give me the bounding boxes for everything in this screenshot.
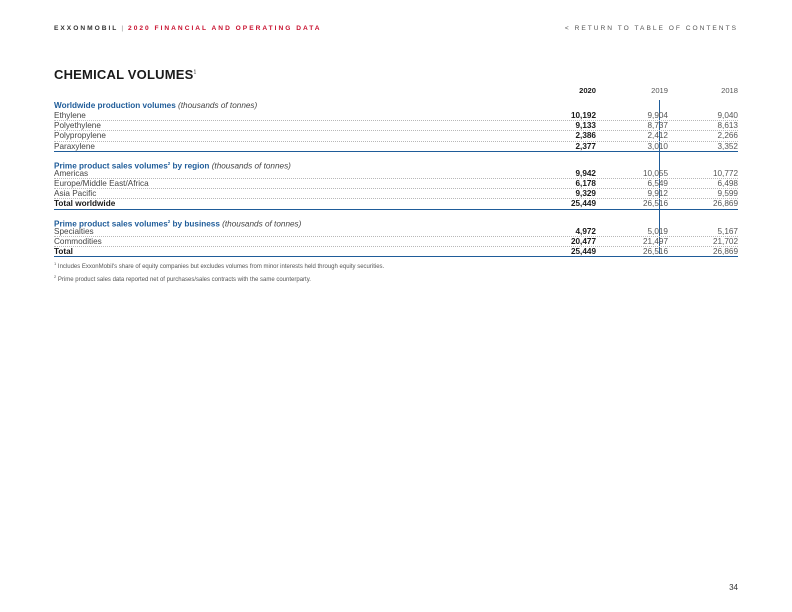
section-heading-text: Prime product sales volumes xyxy=(54,161,168,171)
row-label: Polyethylene xyxy=(54,121,101,131)
value-2018: 2,266 xyxy=(717,131,738,141)
footnote-number: 1 xyxy=(54,261,57,266)
table-row xyxy=(54,142,738,152)
value-2019: 8,737 xyxy=(647,121,668,131)
section-heading-sales-by-business xyxy=(54,216,738,227)
footnote-text: Prime product sales data reported net of purchases/sales contracts with the same counterparty. xyxy=(57,277,311,283)
footnote-number: 2 xyxy=(54,274,57,279)
row-label: Specialties xyxy=(54,226,94,236)
value-2020: 4,972 xyxy=(575,226,596,236)
footnote xyxy=(54,272,384,285)
page-number: 34 xyxy=(729,583,738,592)
table-row xyxy=(54,189,738,199)
header-separator: | xyxy=(121,25,126,32)
value-2020: 2,377 xyxy=(575,141,596,151)
section-heading-units: (thousands of tonnes) xyxy=(178,101,258,110)
value-2019: 9,912 xyxy=(647,189,668,199)
value-2018: 5,167 xyxy=(717,226,738,236)
section-heading-text: Prime product sales volumes xyxy=(54,219,168,229)
row-label: Ethylene xyxy=(54,111,86,120)
value-2019: 5,019 xyxy=(647,226,668,236)
value-2019: 3,010 xyxy=(647,141,668,151)
value-2020: 9,942 xyxy=(575,168,596,178)
value-2019: 6,549 xyxy=(647,178,668,188)
footnote-ref: 2 xyxy=(167,218,171,224)
header-brand-line xyxy=(54,25,322,32)
total-2019: 26,516 xyxy=(642,246,668,256)
value-2019: 21,497 xyxy=(642,236,668,246)
section-heading-units: (thousands of tonnes) xyxy=(222,219,302,229)
total-row xyxy=(54,247,738,257)
document-subtitle: 2020 FINANCIAL AND OPERATING DATA xyxy=(128,25,322,32)
page-title-text: CHEMICAL VOLUMES xyxy=(54,67,194,82)
footnote-ref: 2 xyxy=(167,160,171,166)
value-2020: 9,133 xyxy=(575,121,596,131)
page-title xyxy=(54,67,196,82)
table-row xyxy=(54,131,738,141)
chemical-volumes-table xyxy=(54,86,738,257)
section-heading-sales-by-region xyxy=(54,158,738,169)
total-label: Total xyxy=(54,246,73,256)
footnotes xyxy=(54,259,384,285)
total-2019: 26,516 xyxy=(642,199,668,209)
row-label: Commodities xyxy=(54,236,102,246)
value-2019: 2,412 xyxy=(647,131,668,141)
value-2020: 2,386 xyxy=(575,131,596,141)
total-2018: 26,869 xyxy=(712,246,738,256)
value-2018: 9,599 xyxy=(717,189,738,199)
value-2020: 10,192 xyxy=(570,111,596,120)
table-row xyxy=(54,169,738,179)
value-2018: 21,702 xyxy=(712,236,738,246)
column-header-2018: 2018 xyxy=(721,86,738,95)
value-2019: 9,904 xyxy=(647,111,668,120)
row-label: Paraxylene xyxy=(54,141,95,151)
brand-name: EXXONMOBIL xyxy=(54,25,119,32)
value-2018: 3,352 xyxy=(717,141,738,151)
column-header-row xyxy=(54,86,738,99)
table-row xyxy=(54,111,738,121)
value-2020: 20,477 xyxy=(570,236,596,246)
section-heading-qualifier: by region xyxy=(170,161,210,171)
table-row xyxy=(54,227,738,237)
title-footnote-ref: 1 xyxy=(193,69,197,76)
row-label: Europe/Middle East/Africa xyxy=(54,178,149,188)
value-2020: 9,329 xyxy=(575,189,596,199)
total-2020: 25,449 xyxy=(570,246,596,256)
section-heading-units: (thousands of tonnes) xyxy=(211,161,291,171)
footnote-text: Includes ExxonMobil's share of equity companies but excludes volumes from minor interests held through equity securities. xyxy=(57,264,385,270)
value-2018: 9,040 xyxy=(717,111,738,120)
total-2020: 25,449 xyxy=(570,199,596,209)
value-2018: 6,498 xyxy=(717,178,738,188)
total-row xyxy=(54,199,738,209)
total-2018: 26,869 xyxy=(712,199,738,209)
footnote xyxy=(54,259,384,272)
table-row xyxy=(54,237,738,247)
row-label: Polypropylene xyxy=(54,131,106,141)
total-label: Total worldwide xyxy=(54,199,116,209)
section-heading-qualifier: by business xyxy=(170,219,220,229)
column-header-2020: 2020 xyxy=(579,86,596,95)
row-label: Americas xyxy=(54,168,89,178)
column-header-2019: 2019 xyxy=(651,86,668,95)
value-2018: 8,613 xyxy=(717,121,738,131)
top-bar xyxy=(54,25,738,37)
section-heading-production xyxy=(54,100,738,111)
table-row xyxy=(54,121,738,131)
value-2018: 10,772 xyxy=(712,168,738,178)
section-heading-text: Worldwide production volumes xyxy=(54,101,176,110)
value-2020: 6,178 xyxy=(575,178,596,188)
value-2019: 10,055 xyxy=(642,168,668,178)
table-row xyxy=(54,179,738,189)
return-to-toc-link[interactable]: < RETURN TO TABLE OF CONTENTS xyxy=(564,25,738,32)
row-label: Asia Pacific xyxy=(54,189,97,199)
